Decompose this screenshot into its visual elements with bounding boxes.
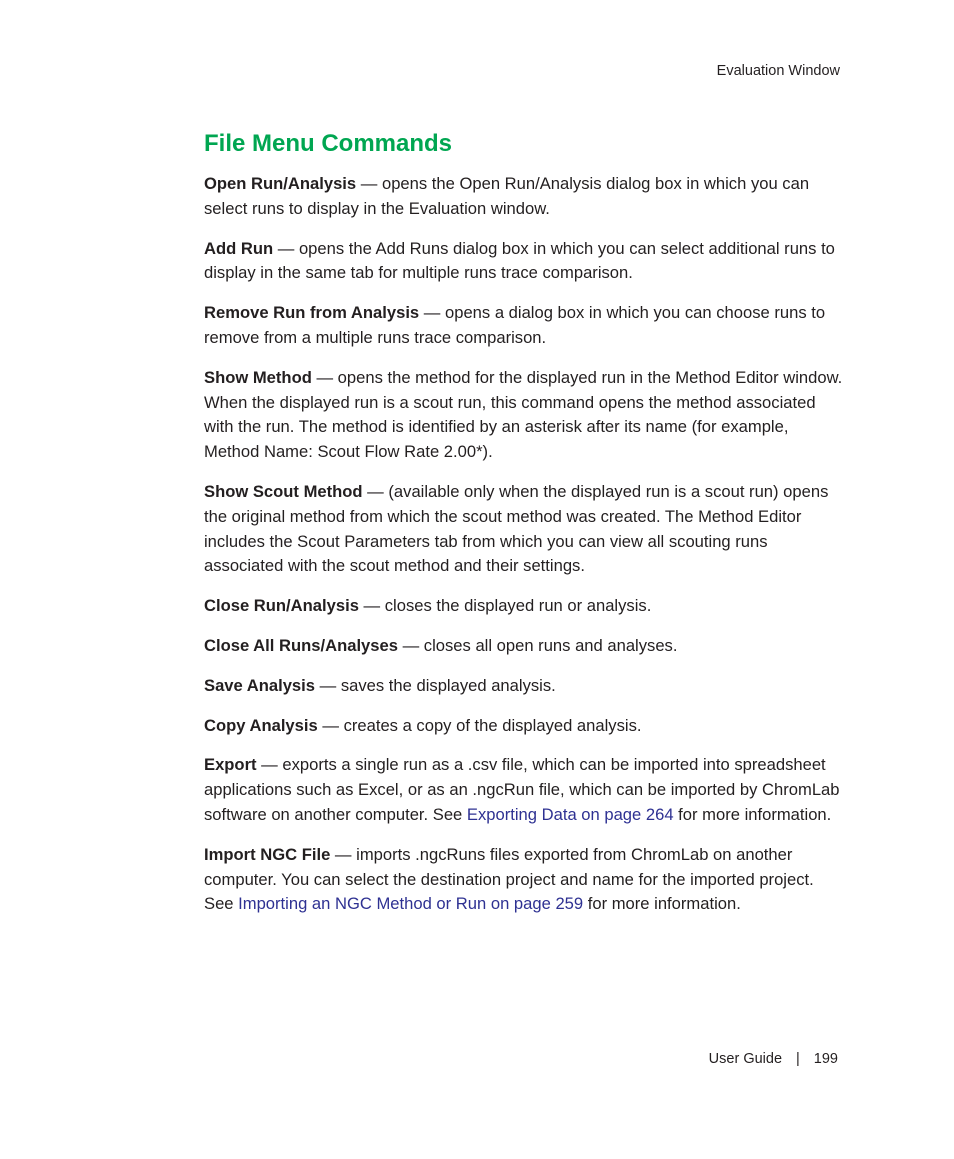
em-dash: — — [311, 367, 338, 387]
entry-text: creates a copy of the displayed analysis. — [343, 715, 642, 735]
entry-term: Show Method — [204, 367, 312, 387]
entry-term: Show Scout Method — [204, 481, 363, 501]
entry-close-run-analysis — [204, 594, 844, 619]
em-dash: — — [419, 303, 445, 323]
entry-text: opens the Add Runs dialog box in which you can select additional runs to display in the same tab for multiple runs trace comparison. — [204, 238, 835, 283]
entry-term: Remove Run from Analysis — [204, 303, 420, 323]
entry-text-after: for more information. — [583, 894, 741, 914]
entry-open-run-analysis — [204, 172, 844, 222]
entry-copy-analysis — [204, 714, 844, 739]
entry-save-analysis — [204, 674, 844, 699]
em-dash: — — [358, 596, 385, 616]
entry-text-after: for more information. — [673, 804, 832, 824]
entry-import-ngc-file — [204, 843, 844, 917]
entry-add-run — [204, 237, 844, 287]
page-footer — [709, 1051, 838, 1067]
em-dash: — — [397, 635, 424, 655]
entry-term: Copy Analysis — [204, 715, 318, 735]
em-dash: — — [330, 844, 357, 864]
importing-ngc-method-link[interactable]: Importing an NGC Method or Run on page 259 — [238, 894, 584, 914]
entry-text: closes the displayed run or analysis. — [384, 596, 652, 616]
running-header: Evaluation Window — [716, 63, 840, 79]
em-dash: — — [315, 675, 341, 695]
entry-text: opens the method for the displayed run in the Method Editor window. When the displayed run is a scout run, this command opens the method associated with the run. The method is identified by an asterisk after its name (for example, Method Name: Scout Flow Rate 2.00*). — [204, 367, 843, 462]
entry-term: Export — [204, 755, 257, 775]
footer-separator: | — [796, 1051, 800, 1067]
em-dash: — — [362, 481, 389, 501]
entry-term: Close Run/Analysis — [204, 596, 359, 616]
entry-text: opens a dialog box in which you can choose runs to remove from a multiple runs trace comparison. — [204, 303, 826, 347]
entry-text: imports .ngcRuns files exported from ChromLab on another computer. You can select the destination project and name for the imported project. See — [204, 844, 814, 914]
entry-text: (available only when the displayed run is a scout run) opens the original method from which the scout method was created. The Method Editor includes the Scout Parameters tab from which you can view all scouting runs associated with the scout method and their settings. — [204, 481, 829, 576]
section-title: File Menu Commands — [204, 130, 453, 157]
entry-export — [204, 753, 844, 827]
entry-term: Save Analysis — [204, 675, 316, 695]
em-dash: — — [356, 174, 382, 193]
page-number: 199 — [813, 1051, 838, 1067]
exporting-data-link[interactable]: Exporting Data on page 264 — [466, 804, 674, 824]
entry-text: exports a single run as a .csv file, which can be imported into spreadsheet applications such as Excel, or as an .ngcRun file, which can be imported by ChromLab software on another computer. See — [204, 755, 840, 824]
entry-term: Close All Runs/Analyses — [204, 635, 398, 655]
entry-term: Add Run — [204, 238, 274, 258]
em-dash: — — [273, 238, 299, 258]
entry-close-all-runs — [204, 634, 844, 659]
em-dash: — — [256, 755, 283, 775]
entry-text: saves the displayed analysis. — [340, 675, 556, 695]
entry-term: Import NGC File — [204, 844, 331, 864]
footer-label: User Guide — [708, 1051, 783, 1067]
entry-remove-run — [204, 301, 844, 351]
entry-term: Open Run/Analysis — [204, 174, 357, 193]
entry-show-method — [204, 366, 844, 465]
em-dash: — — [317, 715, 344, 735]
entry-show-scout-method — [204, 480, 844, 579]
entry-text: opens the Open Run/Analysis dialog box in which you can select runs to display in the Evaluation window. — [204, 174, 810, 218]
entry-text: closes all open runs and analyses. — [423, 635, 678, 655]
main-content — [204, 128, 844, 932]
